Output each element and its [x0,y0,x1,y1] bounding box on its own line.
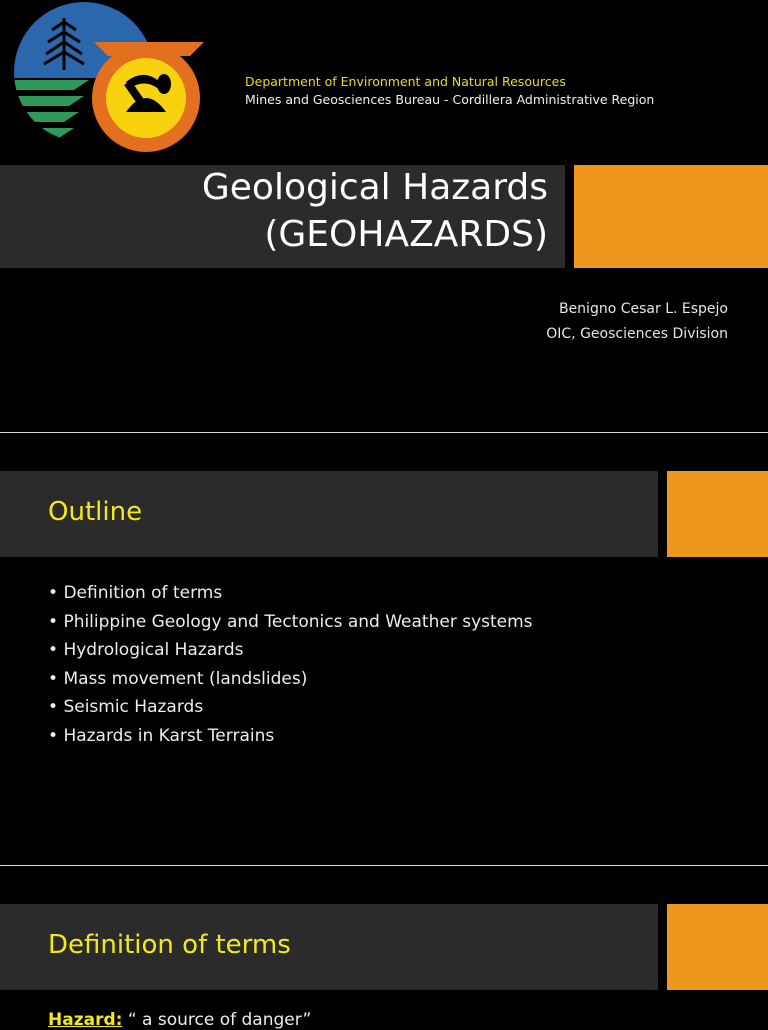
list-item: • Philippine Geology and Tectonics and Weather systems [48,609,533,638]
definitions-accent-block [667,904,768,990]
list-item: • Seismic Hazards [48,694,533,723]
list-item: • Hazards in Karst Terrains [48,723,533,752]
title-accent-block [574,165,768,268]
outline-heading: Outline [48,497,143,527]
bureau-name: Mines and Geosciences Bureau - Cordillera Administrative Region [245,92,655,107]
definitions-heading: Definition of terms [48,930,291,960]
definition-entry [48,1010,311,1030]
list-item: • Definition of terms [48,580,533,609]
slide-divider [0,432,768,433]
presenter-position: OIC, Geosciences Division [546,326,728,342]
presenter-name: Benigno Cesar L. Espejo [558,301,728,317]
outline-list [48,580,533,752]
denr-mgb-logo [14,0,212,160]
department-name: Department of Environment and Natural Resources [245,74,566,89]
definition-term: Hazard: [48,1010,123,1030]
slide-divider [0,865,768,866]
slide-title-line2: (GEOHAZARDS) [264,214,548,255]
slide-title-line1: Geological Hazards [201,167,548,208]
outline-accent-block [667,471,768,557]
definition-text: “ a source of danger” [122,1010,312,1030]
list-item: • Hydrological Hazards [48,637,533,666]
list-item: • Mass movement (landslides) [48,666,533,695]
